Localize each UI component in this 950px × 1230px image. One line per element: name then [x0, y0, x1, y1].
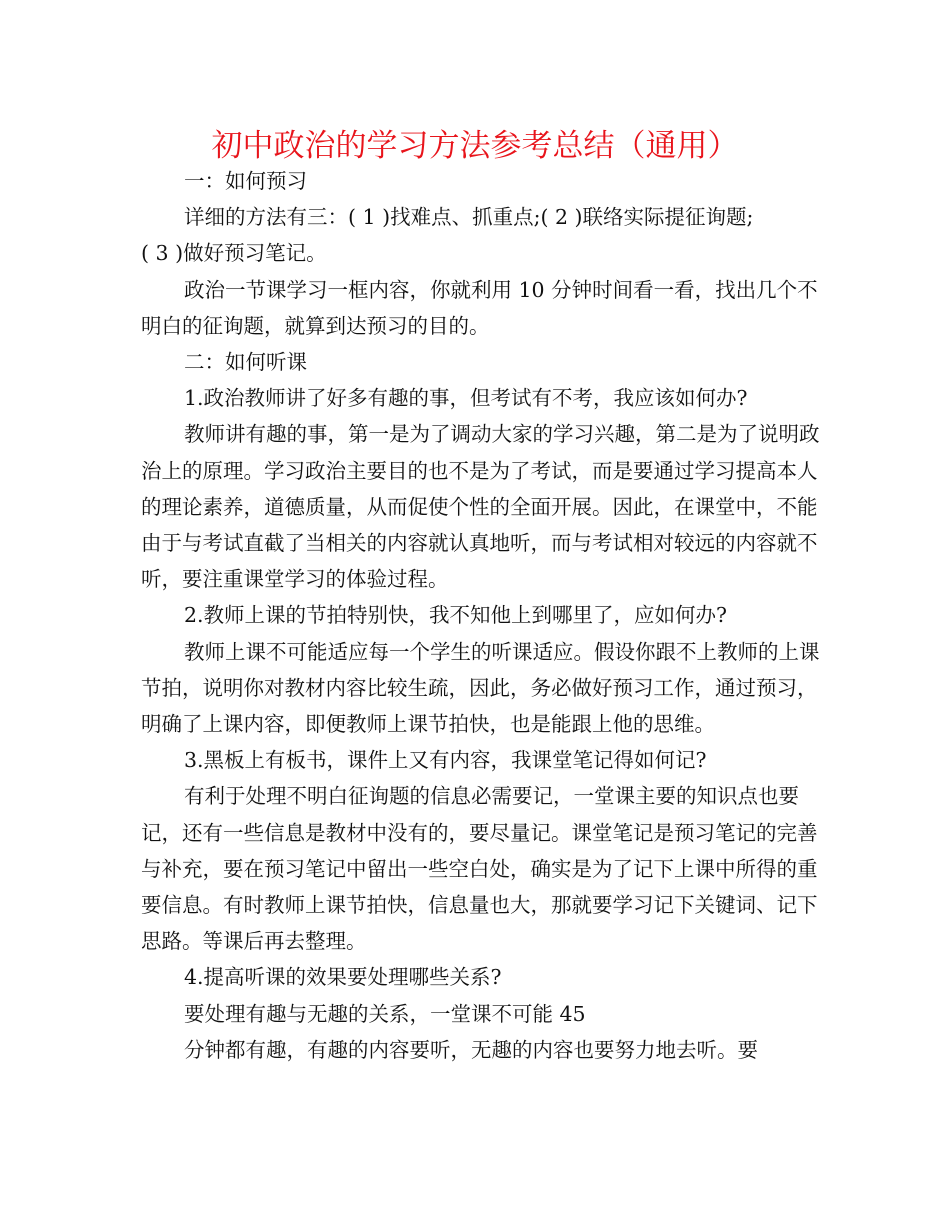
- document-body: [141, 163, 821, 1068]
- question-heading: 2.教师上课的节拍特别快，我不知他上到哪里了，应如何办?: [184, 603, 728, 628]
- paragraph: 教师上课不可能适应每一个学生的听课适应。假设你跟不上教师的上课节拍，说明你对教材内容比较生疏，因此，务必做好预习工作，通过预习，明确了上课内容，即便教师上课节拍快，也是能跟上他的思维。: [141, 639, 820, 737]
- paragraph: 教师讲有趣的事，第一是为了调动大家的学习兴趣，第二是为了说明政治上的原理。学习政治主要目的也不是为了考试，而是要通过学习提高本人的理论素养，道德质量，从而促使个性的全面开展。因此，在课堂中，不能由于与考试直截了当相关的内容就认真地听，而与考试相对较远的内容就不听，要注重课堂学习的体验过程。: [141, 422, 820, 592]
- question-heading: 4.提高听课的效果要处理哪些关系?: [184, 965, 502, 990]
- paragraph: 要处理有趣与无趣的关系，一堂课不可能 45: [184, 1001, 586, 1026]
- question-heading: 1.政治教师讲了好多有趣的事，但考试有不考，我应该如何办?: [184, 386, 748, 411]
- question-heading: 3.黑板上有板书，课件上又有内容，我课堂笔记得如何记?: [184, 748, 707, 773]
- paragraph: ( 3 )做好预习笔记。: [141, 241, 327, 266]
- paragraph: 分钟都有趣，有趣的内容要听，无趣的内容也要努力地去听。要: [184, 1037, 758, 1062]
- section-heading-listening: 二：如何听课: [184, 350, 307, 375]
- document-title: 初中政治的学习方法参考总结（通用）: [211, 128, 739, 164]
- paragraph: 政治一节课学习一框内容，你就利用 10 分钟时间看一看，找出几个不明白的征询题，就算到达预习的目的。: [141, 277, 818, 338]
- paragraph: 有利于处理不明白征询题的信息必需要记，一堂课主要的知识点也要记，还有一些信息是教材中没有的，要尽量记。课堂笔记是预习笔记的完善与补充，要在预习笔记中留出一些空白处，确实是为了记下上课中所得的重要信息。有时教师上课节拍快，信息量也大，那就要学习记下关键词、记下思路。等课后再去整理。: [141, 784, 818, 954]
- paragraph: 详细的方法有三：( 1 )找难点、抓重点;( 2 )联络实际提征询题;: [184, 205, 754, 230]
- section-heading-preview: 一：如何预习: [184, 169, 307, 193]
